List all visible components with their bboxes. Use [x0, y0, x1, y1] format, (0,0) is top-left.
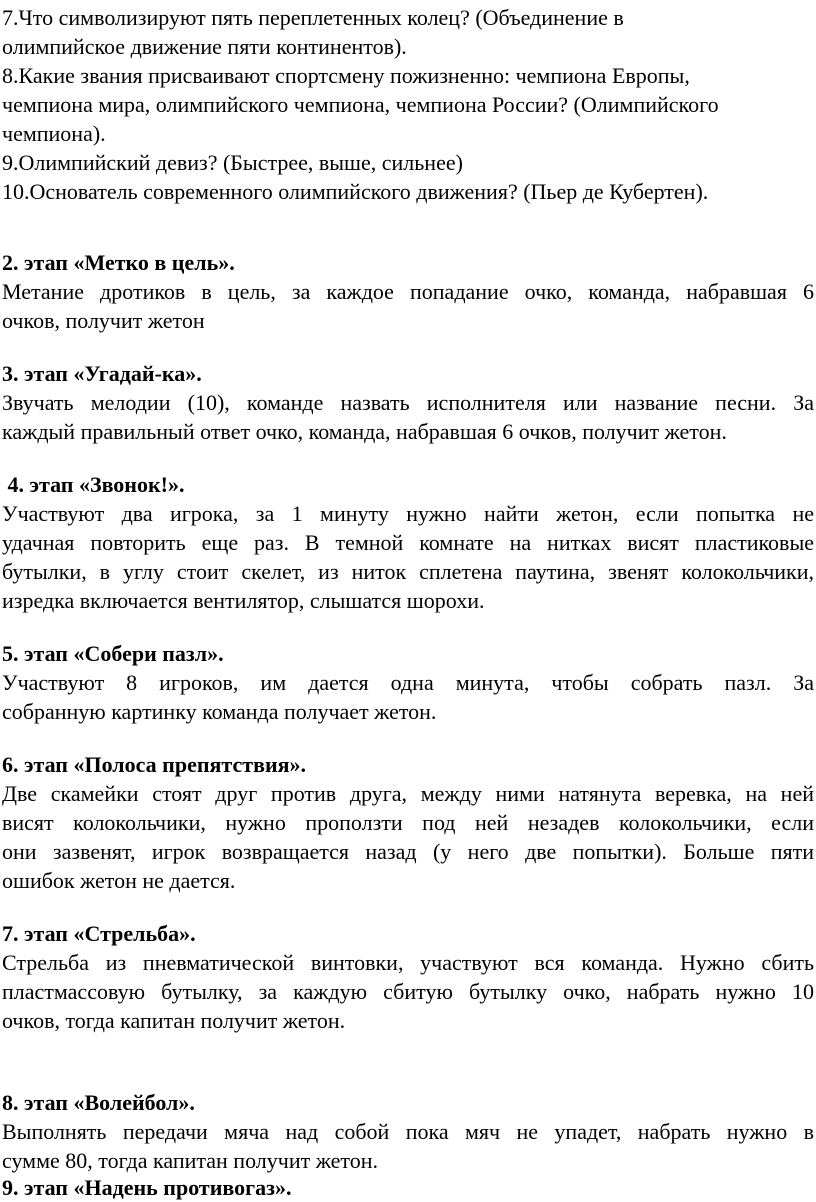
stage-4-line-4: изредка включается вентилятор, слышатся шорохи.: [2, 588, 485, 613]
question-7-line-1: 7.Что символизируют пять переплетенных колец? (Объединение в: [2, 5, 624, 30]
stage-2-line-1: Метание дротиков в цель, за каждое попадание очко, команда, набравшая 6: [2, 279, 814, 304]
stage-3-line-1: Звучать мелодии (10), команде назвать исполнителя или название песни. За: [2, 390, 814, 415]
stage-4-title: 4. этап «Звонок!».: [2, 472, 185, 497]
stage-7-line-1: Стрельба из пневматической винтовки, участвуют вся команда. Нужно сбить: [2, 950, 814, 975]
question-9: 9.Олимпийский девиз? (Быстрее, выше, сильнее): [2, 150, 463, 175]
stage-8-title: 8. этап «Волейбол».: [2, 1090, 195, 1115]
stage-6-line-2: висят колокольчики, нужно проползти под ней незадев колокольчики, если: [2, 810, 814, 835]
stage-8-line-2: сумме 80, тогда капитан получит жетон.: [2, 1148, 378, 1173]
stage-9-title: 9. этап «Надень противогаз».: [2, 1175, 292, 1200]
question-8-line-2: чемпиона мира, олимпийского чемпиона, чемпиона России? (Олимпийского: [2, 92, 719, 117]
stage-6-title: 6. этап «Полоса препятствия».: [2, 752, 307, 777]
stage-3-title: 3. этап «Угадай-ка».: [2, 361, 202, 386]
stage-7-title: 7. этап «Стрельба».: [2, 921, 196, 946]
stage-8-line-1: Выполнять передачи мяча над собой пока мяч не упадет, набрать нужно в: [2, 1119, 814, 1144]
stage-2-title: 2. этап «Метко в цель».: [2, 250, 235, 275]
stage-5-title: 5. этап «Собери пазл».: [2, 641, 224, 666]
stage-3-line-2: каждый правильный ответ очко, команда, набравшая 6 очков, получит жетон.: [2, 419, 727, 444]
question-8-line-3: чемпиона).: [2, 121, 106, 146]
question-7-line-2: олимпийское движение пяти континентов).: [2, 34, 407, 59]
question-10: 10.Основатель современного олимпийского движения? (Пьер де Кубертен).: [2, 179, 709, 204]
stage-4-line-1: Участвуют два игрока, за 1 минуту нужно найти жетон, если попытка не: [2, 501, 814, 526]
stage-4-line-3: бутылки, в углу стоит скелет, из ниток сплетена паутина, звенят колокольчики,: [2, 559, 814, 584]
stage-2-line-2: очков, получит жетон: [2, 308, 205, 333]
stage-5-line-1: Участвуют 8 игроков, им дается одна минута, чтобы собрать пазл. За: [2, 670, 814, 695]
stage-5-line-2: собранную картинку команда получает жетон.: [2, 699, 437, 724]
stage-4-line-2: удачная повторить еще раз. В темной комнате на нитках висят пластиковые: [2, 530, 814, 555]
stage-7-line-3: очков, тогда капитан получит жетон.: [2, 1008, 346, 1033]
stage-7-line-2: пластмассовую бутылку, за каждую сбитую бутылку очко, набрать нужно 10: [2, 979, 814, 1004]
question-8-line-1: 8.Какие звания присваивают спортсмену пожизненно: чемпиона Европы,: [2, 63, 690, 88]
stage-6-line-3: они зазвенят, игрок возвращается назад (у него две попытки). Больше пяти: [2, 839, 814, 864]
stage-6-line-1: Две скамейки стоят друг против друга, между ними натянута веревка, на ней: [2, 781, 814, 806]
stage-6-line-4: ошибок жетон не дается.: [2, 868, 236, 893]
